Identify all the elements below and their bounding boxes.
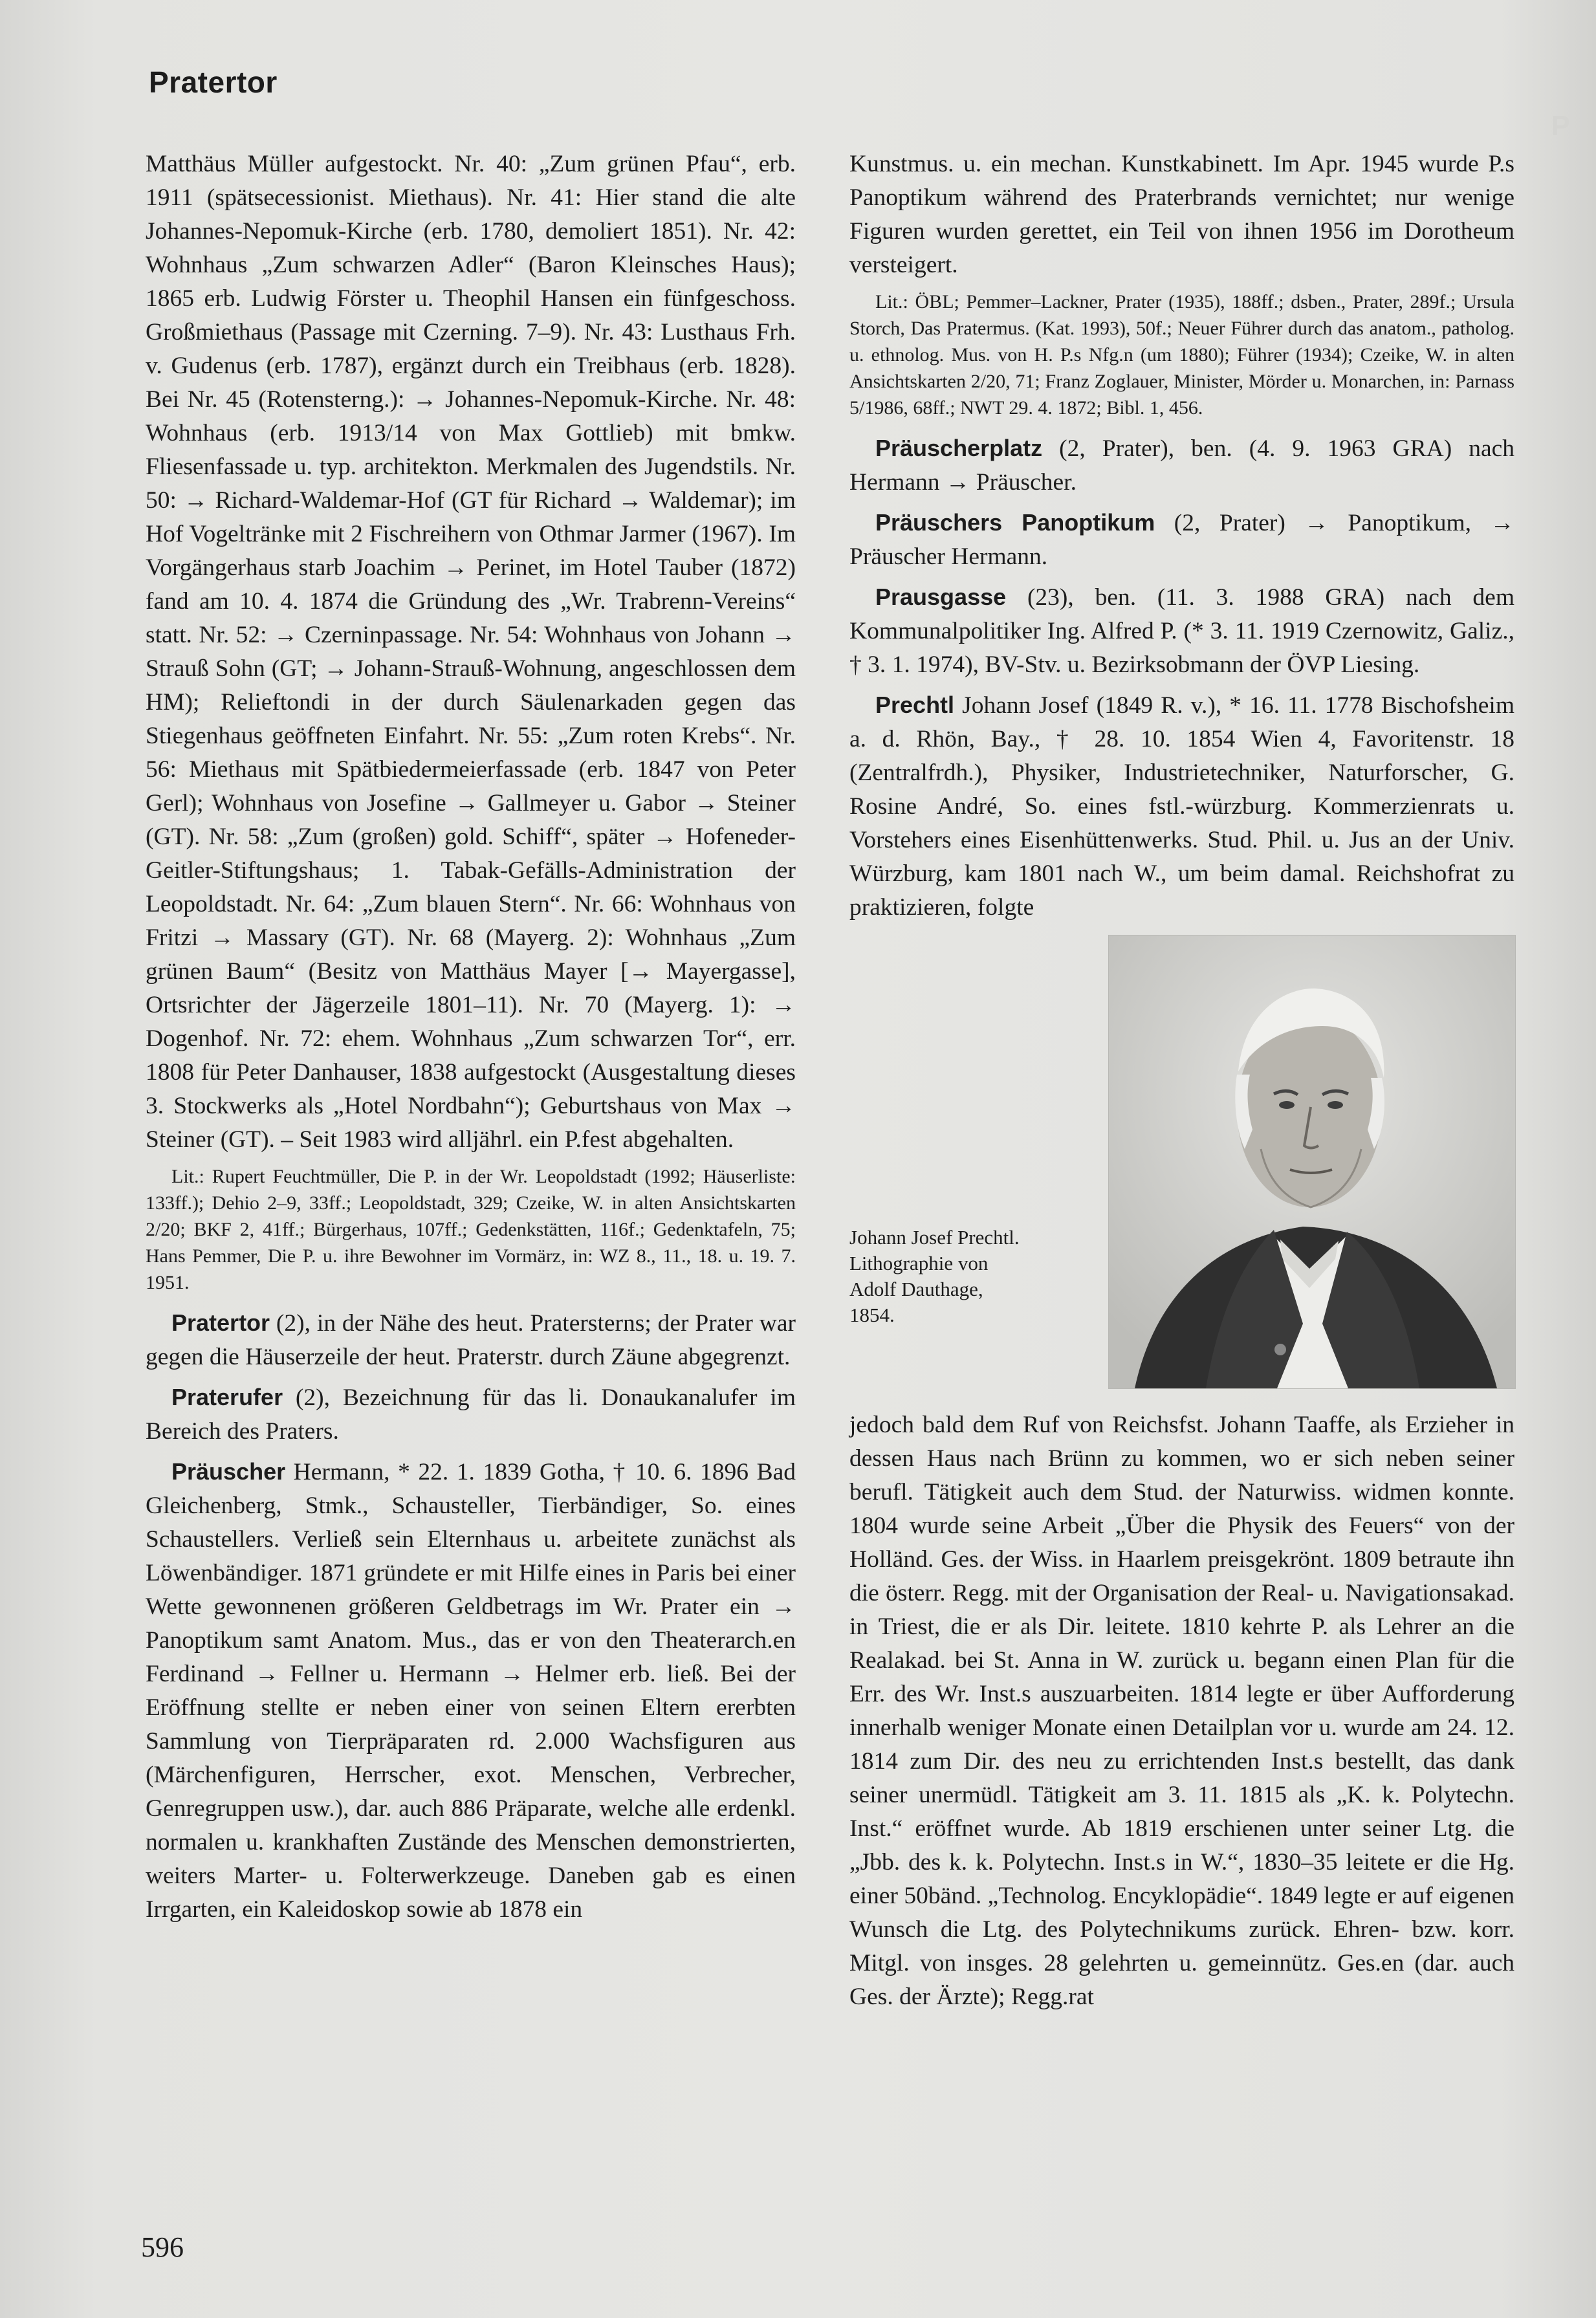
entry-praterufer: Praterufer (2), Bezeichnung für das li. Donaukanalufer im Bereich des Praters. [146,1384,796,1445]
entry-prechtl: Prechtl Johann Josef (1849 R. v.), * 16. 11. 1778 Bischofsheim a. d. Rhön, Bay., † 28. 10. 1854 Wien 4, Favoritenstr. 18 (Zentralfrdh.), Physiker, Industrietechniker, Naturforscher, G. Rosine André, So. eines fstl.-würzburg. Kommerzienrats u. Vorstehers eines Eisenhüttenwerks. Stud. Phil. u. Jus an der Univ. Würzburg, kam 1801 nach W., um beim damal. Reichshofrat zu praktizieren, folgte [849,692,1514,921]
paragraph: Kunstmus. u. ein mechan. Kunstkabinett. Im Apr. 1945 wurde P.s Panoptikum während des Praterbrands vernichtet; nur wenige Figuren wurden gerettet, ein Teil von ihnen 1956 im Dorotheum versteigert. [849,151,1514,278]
running-head: Pratertor [149,65,278,99]
bleed-through-mark: P [1551,110,1570,142]
paragraph: Matthäus Müller aufgestockt. Nr. 40: „Zum grünen Pfau“, erb. 1911 (spätsecessionist. Miethaus). Nr. 41: Hier stand die alte Johannes-Nepomuk-Kirche (erb. 1780, demoliert 1851). Nr. 42: Wohnhaus „Zum schwarzen Adler“ (Baron Kleinsches Haus); 1865 erb. Ludwig Förster u. Theophil Hansen ein fünfgeschoss. Großmiethaus (Passage mit Czerning. 7–9). Nr. 43: Lusthaus Frh. v. Gudenus (erb. 1787), ergänzt durch ein Treibhaus (erb. 1828). Bei Nr. 45 (Rotensterng.): → Johannes-Nepomuk-Kirche. Nr. 48: Wohnhaus (erb. 1913/14 von Max Gottlieb) mit bmkw. Fliesenfassade u. typ. architekton. Merkmalen des Jugendstils. Nr. 50: → Richard-Waldemar-Hof (GT für Richard → Waldemar); im Hof Vogeltränke mit 2 Fischreihern von Othmar Jarmer (1967). Im Vorgängerhaus starb Joachim → Perinet, im Hotel Tauber (1872) fand am 10. 4. 1874 die Gründung des „Wr. Trabrenn-Vereins“ statt. Nr. 52: → Czerninpassage. Nr. 54: Wohnhaus von Johann → Strauß Sohn (GT; → Johann-Strauß-Wohnung, angeschlossen dem HM); Relieftondi in der durch Säulenarkaden gegen das Stiegenhaus geöffneten Einfahrt. Nr. 55: „Zum roten Krebs“. Nr. 56: Miethaus mit Spätbiedermeierfassade (erb. 1847 von Peter Gerl); Wohnhaus von Josefine → Gallmeyer u. Gabor → Steiner (GT). Nr. 58: „Zum (großen) gold. Schiff“, später → Hofeneder-Geitler-Stiftungshaus; 1. Tabak-Gefälls-Administration der Leopoldstadt. Nr. 64: „Zum blauen Stern“. Nr. 66: Wohnhaus von Fritzi → Massary (GT). Nr. 68 (Mayerg. 2): Wohnhaus „Zum grünen Baum“ (Besitz von Matthäus Mayer [→ Mayergasse], Ortsrichter der Jägerzeile 1801–11). Nr. 70 (Mayerg. 1): → Dogenhof. Nr. 72: ehem. Wohnhaus „Zum schwarzen Tor“, err. 1808 für Peter Danhauser, 1838 aufgestockt (Ausgestaltung dieses 3. Stockwerks als „Hotel Nordbahn“); Geburtshaus von Max → Steiner (GT). – Seit 1983 wird alljährl. ein P.fest abgehalten. [146,151,796,1153]
entry-prausgasse: Prausgasse (23), ben. (11. 3. 1988 GRA) nach dem Kommunalpolitiker Ing. Alfred P. (* 3. 11. 1919 Czernowitz, Galiz., † 3. 1. 1974), BV-Stv. u. Bezirksobmann der ÖVP Liesing. [849,584,1514,678]
figure-caption: Johann Josef Prechtl. Lithographie von Adolf Dauthage, 1854. [849,1226,1020,1326]
lemma: Praterufer [171,1384,283,1410]
entry-praeuschers-panoptikum: Präuschers Panoptikum (2, Prater) → Panoptikum, → Präuscher Hermann. [849,509,1514,570]
literature-paragraph: Lit.: Rupert Feuchtmüller, Die P. in der Wr. Leopoldstadt (1992; Häuserliste: 133ff.); Dehio 2–9, 33ff.; Leopoldstadt, 329; Czeike, W. in alten Ansichtskarten 2/20; BKF 2, 41ff.; Bürgerhaus, 107ff.; Gedenkstätten, 116f.; Gedenktafeln, 75; Hans Pemmer, Die P. u. ihre Bewohner im Vormärz, in: WZ 8., 11., 18. u. 19. 7. 1951. [146,1166,796,1293]
lemma: Prausgasse [875,584,1007,610]
lemma: Präuschers Panoptikum [875,509,1155,536]
entry-praeuscherplatz: Präuscherplatz (2, Prater), ben. (4. 9. 1963 GRA) nach Hermann → Präuscher. [849,435,1514,496]
lemma: Präuscher [171,1458,286,1485]
left-column [146,148,796,1933]
lemma: Präuscherplatz [875,435,1043,461]
page-number: 596 [141,2231,184,2263]
lemma: Pratertor [171,1309,270,1336]
portrait-drawing [1109,935,1515,1388]
literature-paragraph: Lit.: ÖBL; Pemmer–Lackner, Prater (1935), 188ff.; dsben., Prater, 289f.; Ursula Storch, Das Pratermus. (Kat. 1993), 50f.; Neuer Führer durch das anatom., patholog. u. ethnolog. Mus. von H. P.s Nfg.n (um 1880); Führer (1934); Czeike, W. in alten Ansichtskarten 2/20, 71; Franz Zoglauer, Minister, Mörder u. Monarchen, in: Parnass 5/1986, 68ff.; NWT 29. 4. 1872; Bibl. 1, 456. [849,291,1514,419]
entry-praeuscher: Präuscher Hermann, * 22. 1. 1839 Gotha, † 10. 6. 1896 Bad Gleichenberg, Stmk., Schausteller, Tierbändiger, So. eines Schaustellers. Verließ sein Elternhaus u. arbeitete zunächst als Löwenbändiger. 1871 gründete er mit Hilfe eines in Paris bei einer Wette gewonnenen größeren Geldbetrags im Wr. Prater ein → Panoptikum samt Anatom. Mus., das er von den Theaterarch.en Ferdinand → Fellner u. Hermann → Helmer erb. ließ. Bei der Eröffnung stellte er neben einer von seinen Eltern ererbten Sammlung von Tierpräparaten rd. 2.000 Wachsfiguren aus (Märchenfiguren, Herrscher, exot. Menschen, Verbrecher, Genregruppen usw.), dar. auch 886 Präparate, welche alle erdenkl. normalen u. krankhaften Zustände des Menschen demonstrierten, weiters Marter- u. Folterwerkzeuge. Daneben gab es einen Irrgarten, ein Kaleidoskop sowie ab 1878 ein [146,1458,796,1923]
entry-pratertor: Pratertor (2), in der Nähe des heut. Pratersterns; der Prater war gegen die Häuserzeile der heut. Praterstr. durch Zäune abgegrenzt. [146,1309,796,1370]
right-column [849,148,1514,2020]
figure [849,935,1514,1395]
paragraph: jedoch bald dem Ruf von Reichsfst. Johann Taaffe, als Erzieher in dessen Haus nach Brünn zu kommen, wo er sich neben seiner berufl. Tätigkeit auch dem Stud. der Naturwiss. widmen konnte. 1804 wurde seine Arbeit „Über die Physik des Feuers“ von der Holländ. Ges. der Wiss. in Haarlem preisgekrönt. 1809 betraute ihn die österr. Regg. mit der Organisation der Real- u. Navigationsakad. in Triest, die er als Dir. leitete. 1810 kehrte P. als Lehrer an die Realakad. bei St. Anna in W. zurück u. begann einen Plan für die Err. des Wr. Inst.s auszuarbeiten. 1814 legte er über Aufforderung innerhalb weniger Monate einen Detailplan vor u. wurde am 24. 12. 1814 zum Dir. des neu zu errichtenden Inst.s bestellt, das dank seiner unermüdl. Tätigkeit am 3. 11. 1815 als „K. k. Polytechn. Inst.“ eröffnet wurde. Ab 1819 erschienen unter seiner Ltg. die „Jbb. des k. k. Polytechn. Inst.s in W.“, 1830–35 leitete er die Hg. einer 50bänd. „Technolog. Encyklopädie“. 1849 legte er auf eigenen Wunsch die Ltg. des Polytechnikums zurück. Ehren- bzw. korr. Mitgl. von insges. 28 gelehrten u. gemeinnütz. Ges.en (dar. auch Ges. der Ärzte); Regg.rat [849,1412,1514,2010]
lemma: Prechtl [875,692,955,718]
portrait-lithograph-image [1108,935,1516,1389]
